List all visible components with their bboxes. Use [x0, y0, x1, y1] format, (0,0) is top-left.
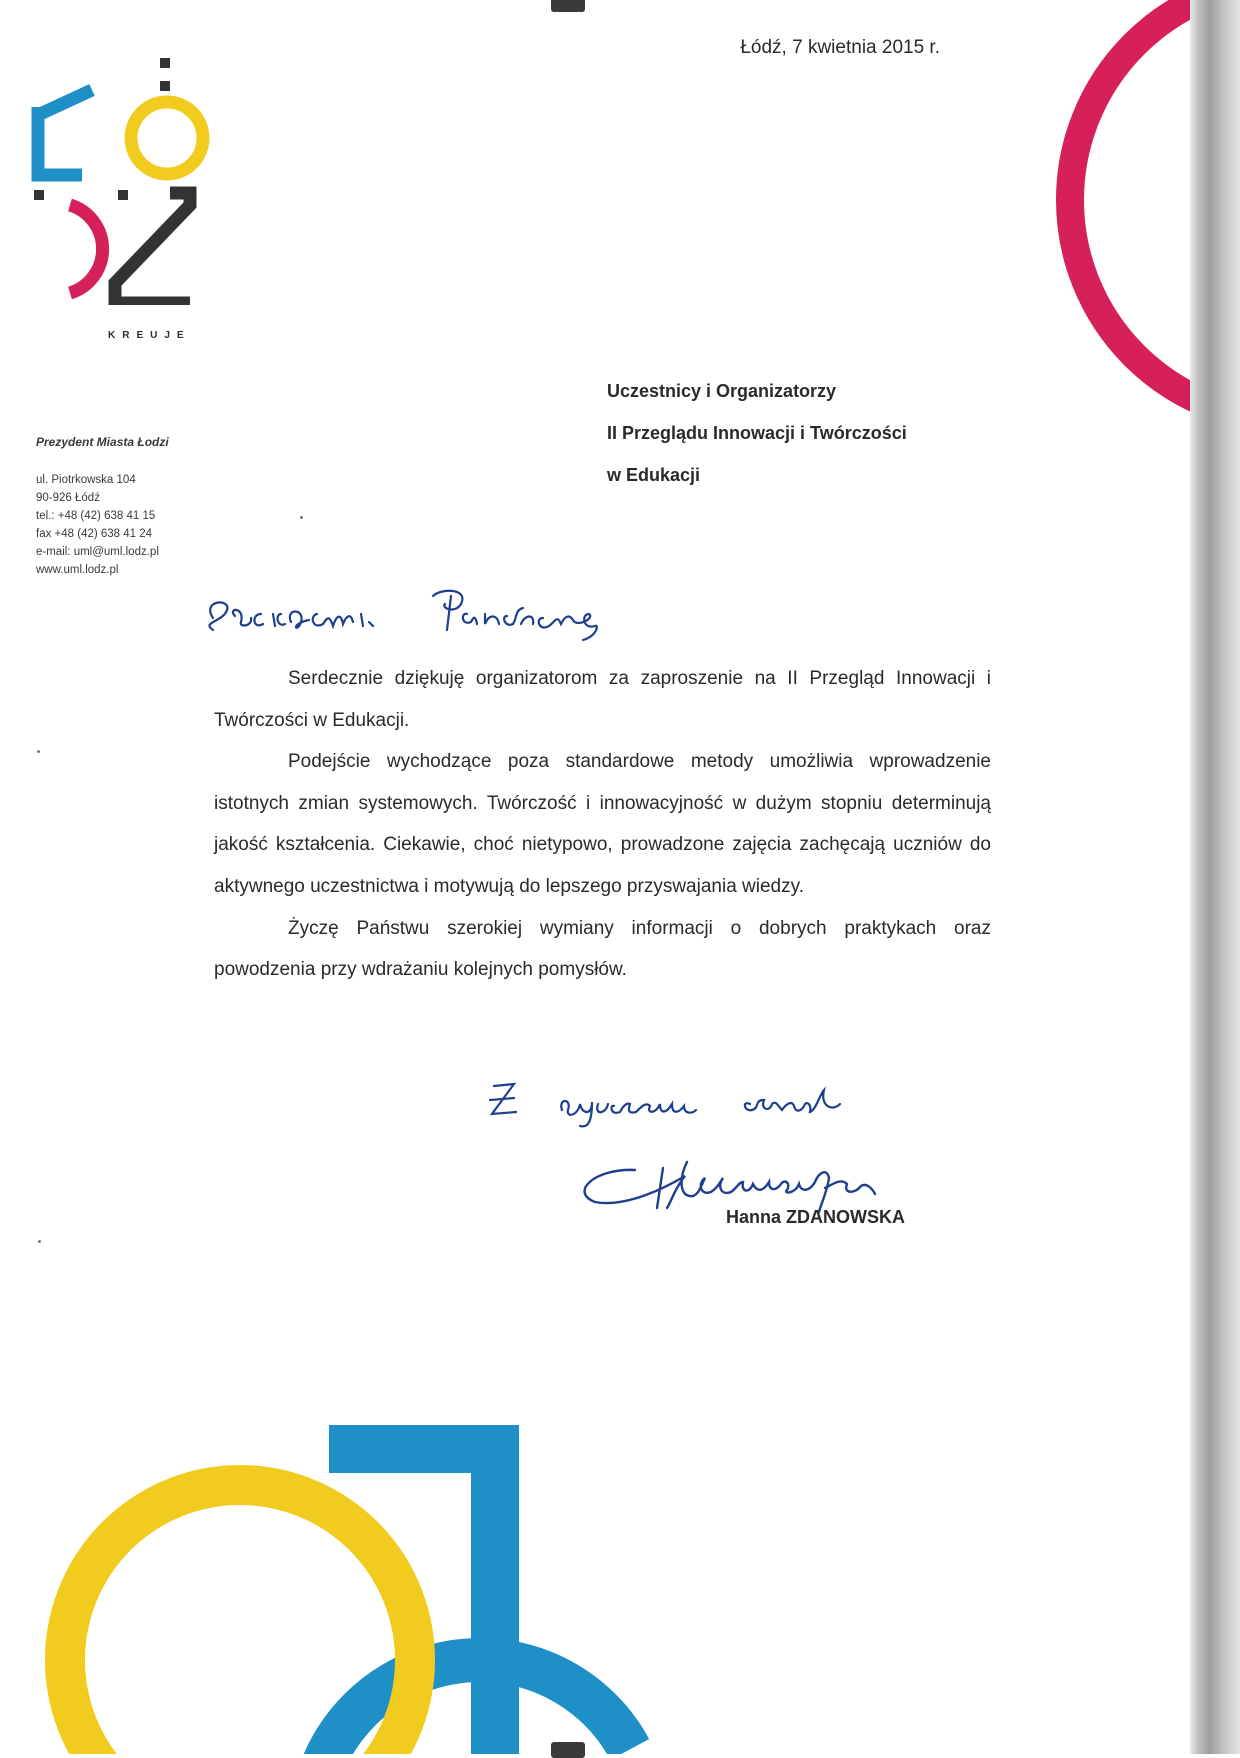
- address-line: e-mail: uml@uml.lodz.pl: [36, 546, 159, 558]
- body-paragraph: Podejście wychodzące poza standardowe metody umożliwia wprowadzenie istotnych zmian systemowych. Twórczość i innowacyjność w dużym stopniu determinują jakość kształcenia. Ciekawie, choć nietypowo, prowadzone zajęcia zachęcają uczniów do aktywnego uczestnictwa i motywują do lepszego przyswajania wiedzy.: [214, 751, 991, 897]
- body-paragraph: Życzę Państwu szerokiej wymiany informacji o dobrych praktykach oraz powodzenia przy wdrażaniu kolejnych pomysłów.: [214, 917, 991, 981]
- scan-speck: [37, 750, 40, 753]
- address-line: ul. Piotrkowska 104: [36, 474, 136, 486]
- logo-tagline: KREUJE: [108, 330, 191, 341]
- lodz-logo: [30, 55, 220, 305]
- recipient-line: II Przeglądu Innowacji i Twórczości: [607, 423, 907, 443]
- frame-clip: [551, 0, 585, 12]
- scan-speck: [300, 516, 303, 519]
- red-ring-shape: [1070, 0, 1190, 420]
- recipient-line: w Edukacji: [607, 465, 701, 485]
- recipient-line: Uczestnicy i Organizatorzy: [607, 381, 837, 401]
- sender-block: [36, 433, 169, 579]
- frame-edge: [1190, 0, 1240, 1754]
- address-line: www.uml.lodz.pl: [36, 564, 119, 576]
- letter-date: Łódź, 7 kwietnia 2015 r.: [740, 37, 940, 58]
- signer-name: Hanna ZDANOWSKA: [726, 1207, 905, 1227]
- address-line: 90-926 Łódź: [36, 492, 100, 504]
- letter-body: [214, 658, 991, 991]
- body-paragraph: Serdecznie dziękuję organizatorom za zaproszenie na II Przegląd Innowacji i Twórczości w Edukacji.: [214, 668, 991, 731]
- sender-title: Prezydent Miasta Łodzi: [36, 435, 169, 449]
- frame-clip: [551, 1742, 585, 1758]
- address-line: fax +48 (42) 638 41 24: [36, 528, 153, 540]
- scan-speck: [38, 1240, 41, 1243]
- address-line: tel.: +48 (42) 638 41 15: [36, 510, 156, 522]
- handwritten-salutation: [205, 578, 685, 648]
- handwritten-closing: [480, 1070, 1080, 1130]
- recipient-block: [607, 370, 907, 496]
